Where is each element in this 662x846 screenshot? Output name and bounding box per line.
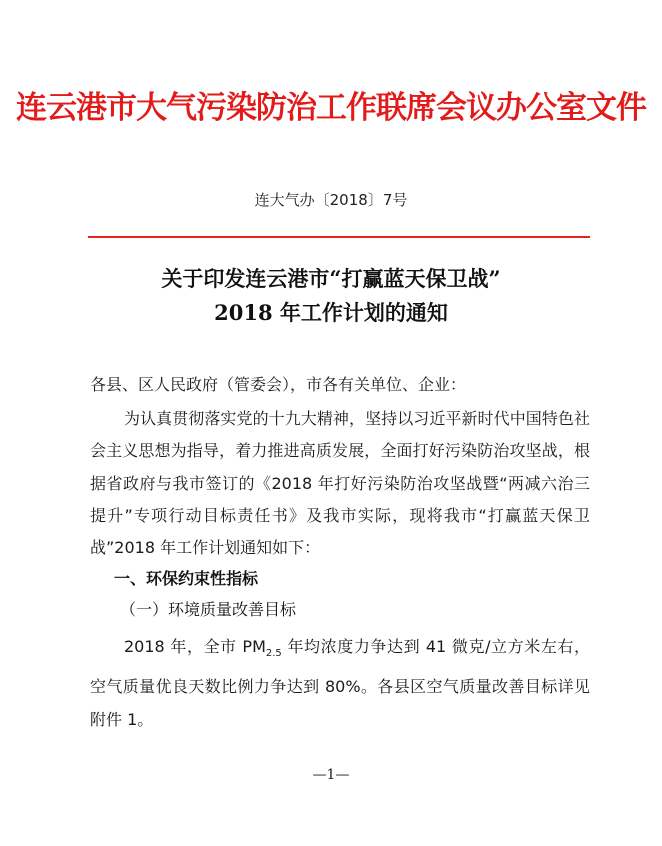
subsection-heading-1: （一）环境质量改善目标 [120, 600, 297, 619]
red-divider-rule [88, 236, 590, 238]
section-heading-1: 一、环保约束性指标 [114, 569, 259, 588]
pm-subscript: 2.5 [265, 648, 282, 660]
issuer-header-title: 连云港市大气污染防治工作联席会议办公室文件 [16, 90, 646, 126]
addressee-line: 各县、区人民政府（管委会），市各有关单位、企业： [90, 375, 467, 394]
notice-title-line-1: 关于印发连云港市“打赢蓝天保卫战” [161, 266, 501, 291]
intro-paragraph: 为认真贯彻落实党的十九大精神，坚持以习近平新时代中国特色社会主义思想为指导，着力推进高质发展，全面打好污染防治攻坚战，根据省政府与我市签订的《2018 年打好污染防治攻坚战暨“两减六治三提升”专项行动目标责任书》及我市实际，现将我市“打赢蓝天保卫战”2018 年工作计划通知如下： [90, 409, 590, 558]
target-text-suffix: 年均浓度力争达到 41 微克/立方米左右，空气质量优良天数比例力争达到 80%。各县区空气质量改善目标详见附件 1。 [90, 637, 590, 730]
notice-title [0, 262, 662, 330]
notice-title-line-2: 2018 年工作计划的通知 [214, 300, 448, 325]
document-number: 连大气办〔2018〕7号 [254, 191, 408, 209]
page-number: —1— [312, 767, 350, 783]
target-text-prefix: 2018 年，全市 PM [124, 637, 266, 656]
target-paragraph [90, 630, 590, 736]
